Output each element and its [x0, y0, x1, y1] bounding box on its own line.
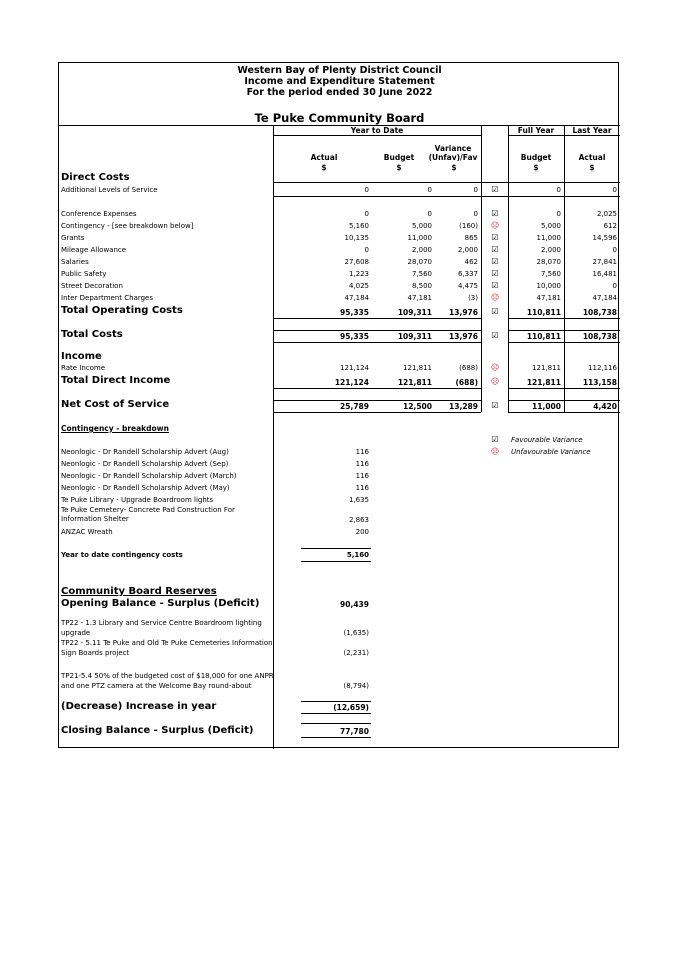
contingency-item-value: 1,635 [348, 496, 369, 504]
checkbox-tick-icon: ☑ [491, 281, 499, 290]
reserve-item-3-line1: TP21-5.4 50% of the budgeted cost of $18,000 for one ANPR [61, 672, 274, 680]
checkbox-tick-icon: ☑ [491, 307, 499, 316]
row-ly-actual-value: 47,184 [592, 294, 617, 302]
total-underline [508, 388, 620, 389]
contingency-item-label-cont: Information Shelter [61, 515, 129, 523]
full-year-header: Full Year [517, 126, 555, 135]
row-label: Salaries [61, 258, 89, 266]
period-title: For the period ended 30 June 2022 [246, 87, 433, 98]
decrease-underline [301, 713, 371, 714]
contingency-item-label: Neonlogic - Dr Randell Scholarship Advert (Sep) [61, 460, 229, 468]
contingency-total-label: Year to date contingency costs [61, 551, 183, 559]
budget-header: Budget [383, 153, 415, 162]
row-label: Grants [61, 234, 85, 242]
row-actual-value: 95,335 [340, 308, 369, 317]
row-ly-actual-value: 0 [612, 282, 617, 290]
reserve-item-2-line2: Sign Boards project [61, 649, 130, 657]
total-underline [508, 412, 620, 413]
row-variance-value: 13,976 [449, 308, 478, 317]
total-underline [273, 388, 481, 389]
row-fy-budget-value: 11,000 [532, 402, 561, 411]
contingency-item-label: Neonlogic - Dr Randell Scholarship Advert (Aug) [61, 448, 229, 456]
variance-unit: $ [451, 163, 457, 172]
row-actual-value: 25,789 [340, 402, 369, 411]
row-variance-value: 6,337 [457, 270, 478, 278]
row-budget-value: 7,560 [411, 270, 432, 278]
sad-face-icon: ☹ [490, 363, 500, 372]
row-label: Rate Income [61, 364, 106, 372]
row-budget-value: 12,500 [403, 402, 432, 411]
contingency-item-value: 116 [355, 448, 369, 456]
row-variance-value: 13,289 [449, 402, 478, 411]
contingency-heading: Contingency - breakdown [61, 424, 169, 433]
row-actual-value: 121,124 [334, 378, 369, 387]
checkbox-tick-icon: ☑ [491, 185, 499, 194]
row-variance-value: (3) [468, 294, 478, 302]
row-actual-value: 0 [364, 210, 369, 218]
closing-value: 77,780 [340, 727, 369, 736]
closing-underline [301, 737, 371, 738]
row-budget-value: 2,000 [411, 246, 432, 254]
row-budget-value: 121,811 [403, 364, 432, 372]
total-underline [273, 342, 481, 343]
sad-face-icon: ☹ [490, 221, 500, 230]
row-fy-budget-value: 5,000 [540, 222, 561, 230]
income-heading: Income [61, 351, 102, 362]
flag-column-divider [508, 125, 509, 412]
contingency-item-label: Te Puke Cemetery- Concrete Pad Construction For [61, 506, 235, 514]
row-fy-budget-value: 2,000 [540, 246, 561, 254]
checkbox-tick-icon: ☑ [491, 401, 499, 410]
row-variance-value: 0 [473, 210, 478, 218]
decrease-overline [301, 701, 371, 702]
row-ly-actual-value: 113,158 [582, 378, 617, 387]
row-label: Conference Expenses [61, 210, 137, 218]
row-budget-value: 5,000 [411, 222, 432, 230]
variance-header: Variance [434, 144, 472, 153]
actual-header: Actual [310, 153, 338, 162]
row-fy-budget-value: 110,811 [526, 308, 561, 317]
row-ly-actual-value: 612 [603, 222, 617, 230]
row-ly-actual-value: 0 [612, 246, 617, 254]
row-variance-value: 2,000 [457, 246, 478, 254]
row-label: Additional Levels of Service [61, 186, 158, 194]
fy-budget-unit: $ [533, 163, 539, 172]
row-label: Public Safety [61, 270, 107, 278]
contingency-total-overline [301, 548, 371, 549]
ytd-column-divider [481, 125, 482, 412]
total-underline [273, 318, 481, 319]
row-budget-value: 28,070 [407, 258, 432, 266]
contingency-total-underline [301, 561, 371, 562]
contingency-item-value: 116 [355, 460, 369, 468]
total-overline [273, 330, 481, 331]
row-variance-value: (688) [455, 378, 478, 387]
ly-actual-unit: $ [589, 163, 595, 172]
checkbox-tick-icon: ☑ [491, 269, 499, 278]
row-budget-value: 109,311 [397, 308, 432, 317]
row-fy-budget-value: 121,811 [532, 364, 561, 372]
contingency-item-value: 116 [355, 484, 369, 492]
variance-header-sub: (Unfav)/Fav [428, 153, 478, 162]
row-budget-value: 8,500 [411, 282, 432, 290]
row-actual-value: 121,124 [340, 364, 369, 372]
reserve-item-1-value: (1,635) [343, 629, 369, 637]
row-ly-actual-value: 2,025 [596, 210, 617, 218]
council-name: Western Bay of Plenty District Council [237, 65, 442, 76]
row-actual-value: 0 [364, 186, 369, 194]
row-variance-value: 13,976 [449, 332, 478, 341]
decrease-value: (12,659) [333, 703, 369, 712]
row-ly-actual-value: 112,116 [588, 364, 617, 372]
checkbox-tick-icon: ☑ [491, 233, 499, 242]
row-fy-budget-value: 7,560 [540, 270, 561, 278]
total-underline [273, 412, 481, 413]
reserve-item-1-line2: upgrade [61, 629, 91, 637]
row-actual-value: 1,223 [348, 270, 369, 278]
contingency-total-value: 5,160 [346, 551, 369, 559]
row-budget-value: 0 [427, 210, 432, 218]
legend-favourable: Favourable Variance [511, 436, 583, 444]
statement-title: Income and Expenditure Statement [244, 76, 435, 87]
row-fy-budget-value: 10,000 [536, 282, 561, 290]
row-variance-value: 462 [464, 258, 478, 266]
row-underline-2 [273, 196, 620, 197]
contingency-item-value: 200 [355, 528, 369, 536]
total-overline [273, 400, 481, 401]
contingency-item-value: 2,863 [348, 516, 369, 524]
row-label: Net Cost of Service [61, 399, 170, 410]
total-overline [508, 400, 620, 401]
opening-balance-value: 90,439 [340, 600, 369, 609]
reserve-item-3-value: (8,794) [343, 682, 369, 690]
total-underline [508, 318, 620, 319]
row-fy-budget-value: 0 [556, 210, 561, 218]
direct-costs-heading: Direct Costs [61, 172, 130, 183]
checkbox-tick-icon: ☑ [491, 245, 499, 254]
closing-label: Closing Balance - Surplus (Deficit) [61, 725, 254, 736]
decrease-label: (Decrease) Increase in year [61, 701, 217, 712]
fy-underline [508, 135, 620, 136]
row-actual-value: 27,608 [344, 258, 369, 266]
row-variance-value: 4,475 [457, 282, 478, 290]
row-actual-value: 4,025 [348, 282, 369, 290]
statement-sheet [58, 62, 619, 748]
row-variance-value: 0 [473, 186, 478, 194]
row-label: Mileage Allowance [61, 246, 127, 254]
ytd-underline [273, 135, 481, 136]
total-overline [508, 330, 620, 331]
row-ly-actual-value: 0 [612, 186, 617, 194]
row-fy-budget-value: 11,000 [536, 234, 561, 242]
board-title: Te Puke Community Board [254, 111, 425, 125]
legend-unfavourable: Unfavourable Variance [511, 448, 591, 456]
row-budget-value: 47,181 [407, 294, 432, 302]
checkbox-tick-icon: ☑ [491, 257, 499, 266]
contingency-item-label: ANZAC Wreath [61, 528, 113, 536]
total-underline [508, 342, 620, 343]
row-ly-actual-value: 14,596 [592, 234, 617, 242]
row-underline-1 [273, 182, 620, 183]
ly-actual-header: Actual [578, 153, 606, 162]
contingency-item-label: Neonlogic - Dr Randell Scholarship Advert (March) [61, 472, 237, 480]
row-fy-budget-value: 121,811 [526, 378, 561, 387]
row-fy-budget-value: 47,181 [536, 294, 561, 302]
reserve-item-2-value: (2,231) [343, 649, 369, 657]
row-budget-value: 0 [427, 186, 432, 194]
row-label: Contingency - [see breakdown below] [61, 222, 194, 230]
row-fy-budget-value: 0 [556, 186, 561, 194]
row-variance-value: (160) [459, 222, 478, 230]
closing-overline [301, 723, 371, 724]
checkbox-tick-icon: ☑ [491, 331, 499, 340]
row-label: Total Costs [61, 329, 123, 340]
sad-face-icon: ☹ [490, 293, 500, 302]
row-budget-value: 121,811 [397, 378, 432, 387]
checkbox-tick-icon: ☑ [491, 435, 499, 444]
row-actual-value: 95,335 [340, 332, 369, 341]
row-label: Total Direct Income [61, 375, 171, 386]
contingency-item-value: 116 [355, 472, 369, 480]
checkbox-tick-icon: ☑ [491, 209, 499, 218]
actual-unit: $ [321, 163, 327, 172]
opening-balance-label: Opening Balance - Surplus (Deficit) [61, 598, 260, 609]
last-year-header: Last Year [572, 126, 612, 135]
fy-budget-header: Budget [520, 153, 552, 162]
row-variance-value: 865 [464, 234, 478, 242]
reserve-item-1-line1: TP22 - 1.3 Library and Service Centre Boardroom lighting [61, 619, 262, 627]
row-actual-value: 0 [364, 246, 369, 254]
budget-unit: $ [396, 163, 402, 172]
ytd-header: Year to Date [350, 126, 404, 135]
row-label: Inter Department Charges [61, 294, 154, 302]
row-fy-budget-value: 110,811 [526, 332, 561, 341]
row-actual-value: 5,160 [348, 222, 369, 230]
row-budget-value: 109,311 [397, 332, 432, 341]
row-ly-actual-value: 108,738 [582, 308, 617, 317]
contingency-item-label: Te Puke Library - Upgrade Boardroom lights [61, 496, 214, 504]
label-column-divider [273, 125, 274, 749]
reserve-item-3-line2: and one PTZ camera at the Welcome Bay round-about [61, 682, 252, 690]
row-variance-value: (688) [459, 364, 478, 372]
row-actual-value: 47,184 [344, 294, 369, 302]
contingency-item-label: Neonlogic - Dr Randell Scholarship Advert (May) [61, 484, 230, 492]
reserves-heading: Community Board Reserves [61, 586, 217, 597]
row-actual-value: 10,135 [344, 234, 369, 242]
row-ly-actual-value: 4,420 [593, 402, 617, 411]
reserve-item-2-line1: TP22 - 5.11 Te Puke and Old Te Puke Cemeteries Information [61, 639, 273, 647]
row-ly-actual-value: 27,841 [592, 258, 617, 266]
row-budget-value: 11,000 [407, 234, 432, 242]
row-label: Street Decoration [61, 282, 123, 290]
row-ly-actual-value: 108,738 [582, 332, 617, 341]
sad-face-icon: ☹ [490, 447, 500, 456]
sad-face-icon: ☹ [490, 377, 500, 386]
row-fy-budget-value: 28,070 [536, 258, 561, 266]
row-label: Total Operating Costs [61, 305, 183, 316]
row-ly-actual-value: 16,481 [592, 270, 617, 278]
